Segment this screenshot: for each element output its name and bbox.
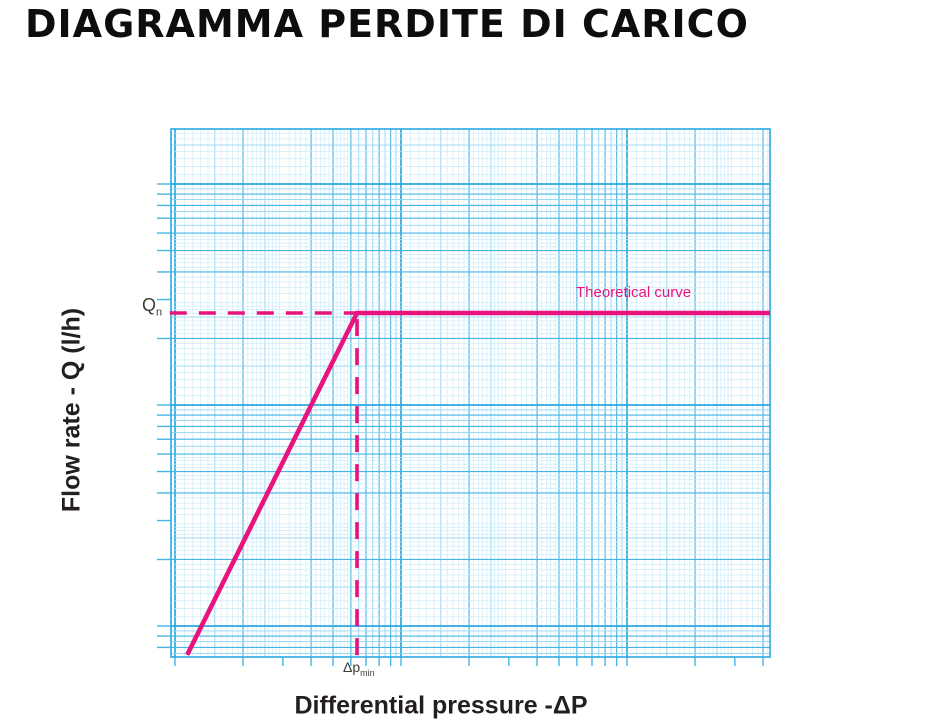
dpmin-annotation-main: Δp [343, 659, 361, 675]
y-axis-title: Flow rate - Q (l/h) [57, 307, 86, 513]
page-title: DIAGRAMMA PERDITE DI CARICO [25, 2, 749, 46]
curve-series-label: Theoretical curve [576, 284, 692, 301]
qn-annotation [142, 295, 162, 319]
dpmin-annotation-sub: min [360, 667, 375, 678]
qn-annotation-sub: n [156, 306, 163, 319]
qn-annotation-main: Q [142, 295, 157, 315]
x-axis-title: Differential pressure -ΔP [294, 691, 588, 720]
dpmin-annotation [343, 659, 375, 678]
